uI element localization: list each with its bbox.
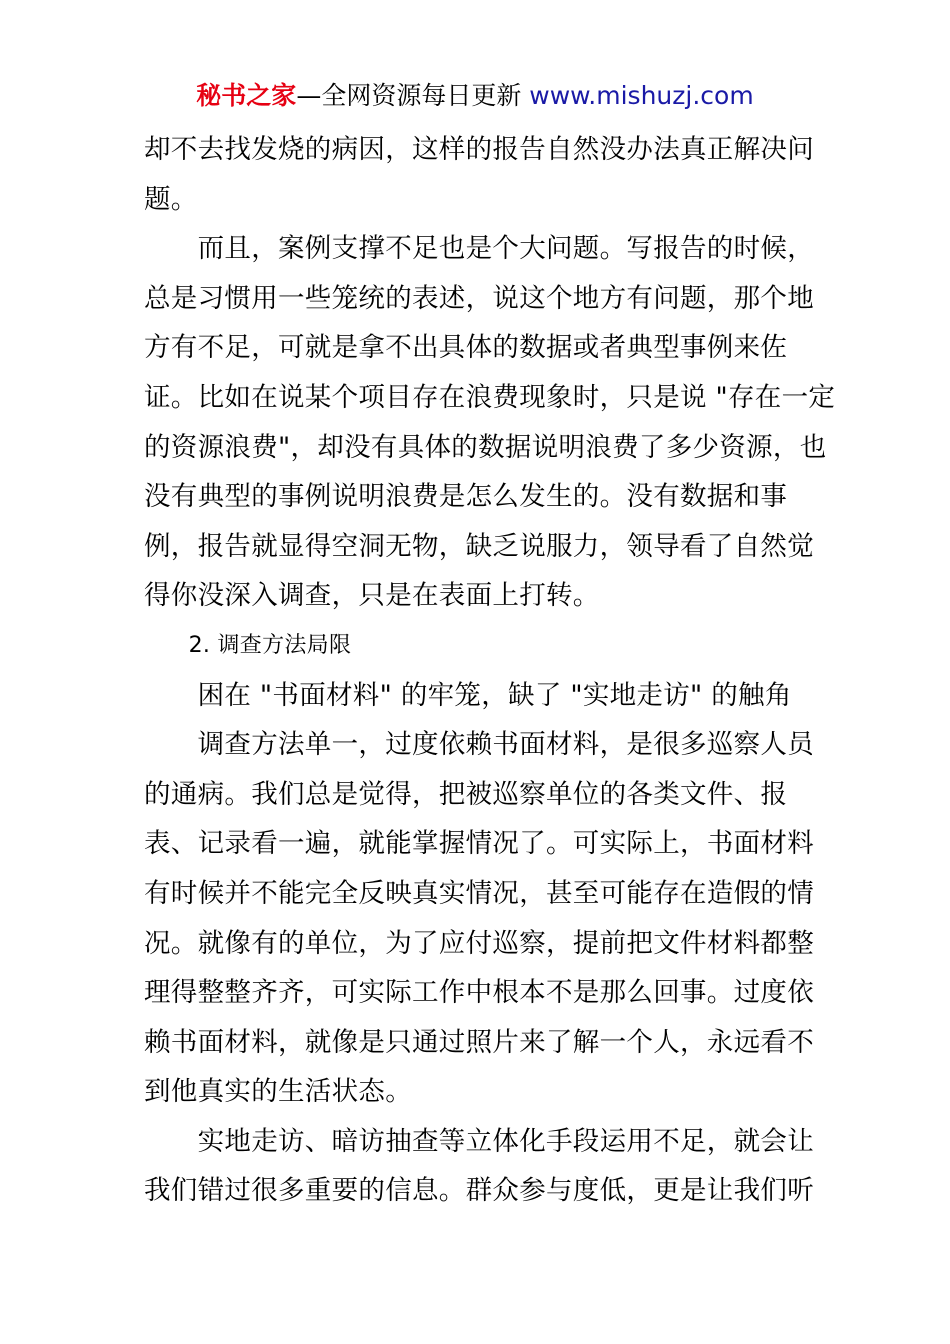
text-line: 况。就像有的单位，为了应付巡察，提前把文件材料都整 (144, 927, 814, 959)
page-header (0, 78, 950, 114)
text-line: 证。比如在说某个项目存在浪费现象时，只是说 "存在一定 (144, 381, 836, 413)
text-line: 有时候并不能完全反映真实情况，甚至可能存在造假的情 (144, 877, 814, 909)
text-line: 的通病。我们总是觉得，把被巡察单位的各类文件、报 (144, 778, 788, 810)
text-line: 却不去找发烧的病因，这样的报告自然没办法真正解决问 (144, 134, 814, 165)
section-heading: 2. 调查方法局限 (144, 632, 352, 658)
text-line: 方有不足，可就是拿不出具体的数据或者典型事例来佐 (144, 332, 788, 364)
text-line: 的资源浪费"，却没有具体的数据说明浪费了多少资源，也 (144, 431, 827, 463)
text-line: 例，报告就显得空洞无物，缺乏说服力，领导看了自然觉 (144, 530, 814, 562)
site-url-link[interactable]: www.mishuzj.com (529, 81, 754, 110)
text-line: 表、记录看一遍，就能掌握情况了。可实际上，书面材料 (144, 828, 814, 860)
section-subheading: 困在 "书面材料" 的牢笼，缺了 "实地走访" 的触角 (144, 679, 792, 711)
document-body (144, 125, 836, 1216)
text-line: 得你没深入调查，只是在表面上打转。 (144, 580, 600, 612)
text-line: 题。 (144, 183, 198, 215)
text-line: 而且，案例支撑不足也是个大问题。写报告的时候， (144, 233, 814, 265)
text-line: 实地走访、暗访抽查等立体化手段运用不足，就会让 (144, 1125, 814, 1157)
text-line: 到他真实的生活状态。 (144, 1076, 412, 1108)
brand-name: 秘书之家 (196, 81, 297, 110)
text-line: 理得整整齐齐，可实际工作中根本不是那么回事。过度依 (144, 977, 814, 1009)
text-line: 调查方法单一，过度依赖书面材料，是很多巡察人员 (144, 729, 814, 761)
text-line: 我们错过很多重要的信息。群众参与度低，更是让我们听 (144, 1175, 814, 1207)
text-line: 没有典型的事例说明浪费是怎么发生的。没有数据和事 (144, 481, 788, 513)
header-tagline: —全网资源每日更新 (296, 81, 530, 110)
text-line: 赖书面材料，就像是只通过照片来了解一个人，永远看不 (144, 1026, 814, 1058)
text-line: 总是习惯用一些笼统的表述，说这个地方有问题，那个地 (144, 282, 814, 314)
